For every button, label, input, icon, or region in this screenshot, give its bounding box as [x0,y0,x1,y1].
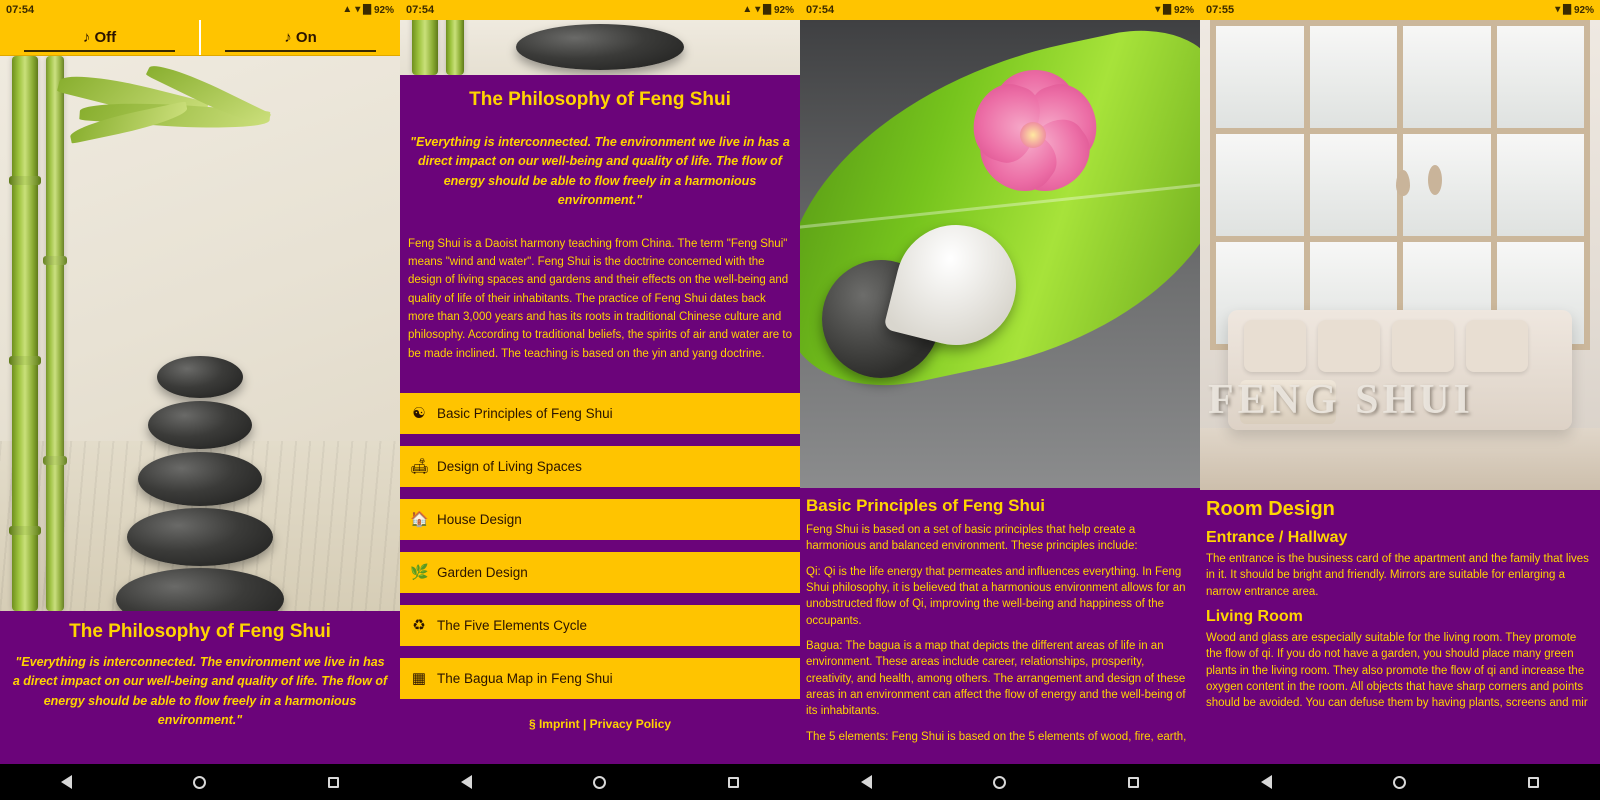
screen-philosophy [400,0,800,800]
bamboo-stalk [446,20,464,75]
home-caption [0,611,400,737]
zen-stone [516,24,684,70]
zen-stone [157,356,243,398]
sofa-icon: 🛋 [410,458,430,476]
music-on-button[interactable]: ♪ On [199,20,400,55]
menu-item-label: The Five Elements Cycle [437,618,588,634]
screen-philosophy-body[interactable] [400,20,800,764]
android-nav-bar[interactable] [800,764,1200,800]
recents-icon[interactable] [1128,777,1139,788]
menu-item-label: Design of Living Spaces [437,459,582,475]
signal-icon: ▇ [763,4,771,15]
home-icon[interactable] [1393,776,1406,789]
zen-stone [138,452,262,506]
home-icon[interactable] [993,776,1006,789]
hibiscus-flower [950,60,1120,220]
philosophy-paragraph: Feng Shui is a Daoist harmony teaching from China. The term "Feng Shui" means "wind and water". Feng Shui is the doctrine concerned with the design of living spaces and gardens and their effects on the well-being and quality of life of their inhabitants. The practice of Feng Shui dates back more than 3,000 years and has its roots in traditional Chinese culture and philosophy. According to traditional beliefs, the spirits of air and water are to be made inclined. The teaching is based on the yin and yang doctrine. [408,237,792,360]
screen-home-body [0,20,400,764]
status-time: 07:54 [806,4,835,16]
back-icon[interactable] [1261,775,1272,789]
menu-item-house-design[interactable] [400,499,800,540]
page-title: Room Design [1206,498,1335,520]
paragraph: Qi: Qi is the life energy that permeates and influences everything. In Feng Shui philosophy, it is believed that a harmonious environment allows for an unobstructed flow of Qi, improving the well-being and happiness of the occupants. [806,565,1186,627]
signal-icon: ▇ [1563,4,1571,15]
wifi-icon: ▾ [1155,4,1161,15]
paragraph-entrance: The entrance is the business card of the apartment and the family that lives in it. It should be bright and friendly. Mirrors are suitable for enlarging a narrow entrance area. [1206,553,1589,598]
back-icon[interactable] [61,775,72,789]
basic-principles-text[interactable] [800,488,1200,764]
wifi-icon: ▾ [1555,4,1561,15]
status-time: 07:55 [1206,4,1235,16]
menu-item-label: House Design [437,512,522,528]
back-icon[interactable] [861,775,872,789]
recents-icon[interactable] [728,777,739,788]
battery-percent: 92% [1573,4,1594,16]
bamboo-stalk [12,56,38,611]
page-title: The Philosophy of Feng Shui [69,621,331,642]
status-time: 07:54 [6,4,35,16]
menu-item-five-elements-cycle[interactable] [400,605,800,646]
screen-home [0,0,400,800]
menu-item-label: The Bagua Map in Feng Shui [437,671,613,687]
menu-item-garden-design[interactable] [400,552,800,593]
wordmark: FENG SHUI [1208,377,1474,423]
status-indicators [342,5,394,16]
cast-icon: ▲ [342,4,353,15]
hero-image-yin-yang-leaf [800,20,1200,488]
philosophy-quote: "Everything is interconnected. The environment we live in has a direct impact on our well-being and quality of life. The flow of energy should be able to flow freely in a harmonious environment." [410,135,790,208]
hero-image-zen-stones-partial [400,20,800,75]
signal-icon: ▇ [1163,4,1171,15]
bamboo-stalk [412,20,438,75]
zen-stone [127,508,273,566]
home-icon[interactable] [193,776,206,789]
menu-item-label: Garden Design [437,565,528,581]
signal-icon: ▇ [363,4,371,15]
battery-percent: 92% [773,4,794,16]
wifi-icon: ▾ [755,4,761,15]
status-indicators [742,5,794,16]
music-off-button[interactable]: ♪ Off [0,20,199,55]
status-indicators [1155,5,1194,16]
status-bar [800,0,1200,20]
screen-room-design [1200,0,1600,800]
yin-yang-icon: ☯ [412,405,426,423]
back-icon[interactable] [461,775,472,789]
floor [1200,428,1600,490]
footer-links[interactable]: § Imprint | Privacy Policy [528,717,672,732]
android-nav-bar[interactable] [1200,764,1600,800]
hanging-decor [1396,170,1410,196]
paragraph: Bagua: The bagua is a map that depicts the different areas of life in an environment. These areas include career, relationships, prosperity, creativity, and health, among others. The arrangement and design of these areas in an environment can affect the flow of energy and the well-being of its inhabitants. [806,639,1186,718]
bagua-icon: ▦ [411,670,427,688]
status-time: 07:54 [406,4,435,16]
topic-menu[interactable] [400,393,800,699]
plant-icon: 🌿 [410,564,429,582]
battery-percent: 92% [373,4,394,16]
section-heading-entrance: Entrance / Hallway [1206,529,1348,546]
philosophy-scroll[interactable] [400,75,800,764]
home-quote: "Everything is interconnected. The environment we live in has a direct impact on our well-being and quality of life. The flow of energy should be able to flow freely in a harmonious environment." [12,655,388,728]
screen-room-design-body[interactable] [1200,20,1600,764]
hanging-decor [1428,165,1442,195]
paragraph-living-room: Wood and glass are especially suitable for the living room. They promote the flow of qi. If you do not have a garden, you should place many green plants in the living room. They also promote the flow of qi and increase the oxygen content in the room. All objects that have sharp corners and points should be avoided. You can defuse them by having plants, screens and mir [1206,631,1588,710]
room-design-text[interactable] [1200,490,1600,764]
battery-percent: 92% [1173,4,1194,16]
recents-icon[interactable] [328,777,339,788]
zen-stone [148,401,252,449]
menu-item-design-of-living-spaces[interactable] [400,446,800,487]
screen-basic-principles-body[interactable] [800,20,1200,764]
paragraph: The 5 elements: Feng Shui is based on the 5 elements of wood, fire, earth, [806,730,1187,743]
status-bar [400,0,800,20]
recents-icon[interactable] [1528,777,1539,788]
menu-item-bagua-map[interactable] [400,658,800,699]
house-icon: 🏠 [410,511,429,529]
cast-icon: ▲ [742,4,753,15]
section-heading-living-room: Living Room [1206,607,1303,625]
menu-item-basic-principles[interactable] [400,393,800,434]
status-bar [0,0,400,20]
page-title: The Philosophy of Feng Shui [469,89,731,110]
music-toggle-bar[interactable] [0,20,400,56]
hero-image-living-room [1200,20,1600,490]
bamboo-stalk [46,56,64,611]
status-indicators [1555,5,1594,16]
paragraph: Feng Shui is based on a set of basic principles that help create a harmonious and balanced environment. These principles include: [806,524,1138,553]
hero-image-zen-stones [0,56,400,611]
screen-basic-principles [800,0,1200,800]
android-nav-bar[interactable] [400,764,800,800]
wifi-icon: ▾ [355,4,361,15]
status-bar [1200,0,1600,20]
section-heading: Basic Principles of Feng Shui [806,496,1045,515]
menu-item-label: Basic Principles of Feng Shui [437,406,613,422]
elements-icon: ♻ [412,617,426,635]
android-nav-bar[interactable] [0,764,400,800]
home-icon[interactable] [593,776,606,789]
